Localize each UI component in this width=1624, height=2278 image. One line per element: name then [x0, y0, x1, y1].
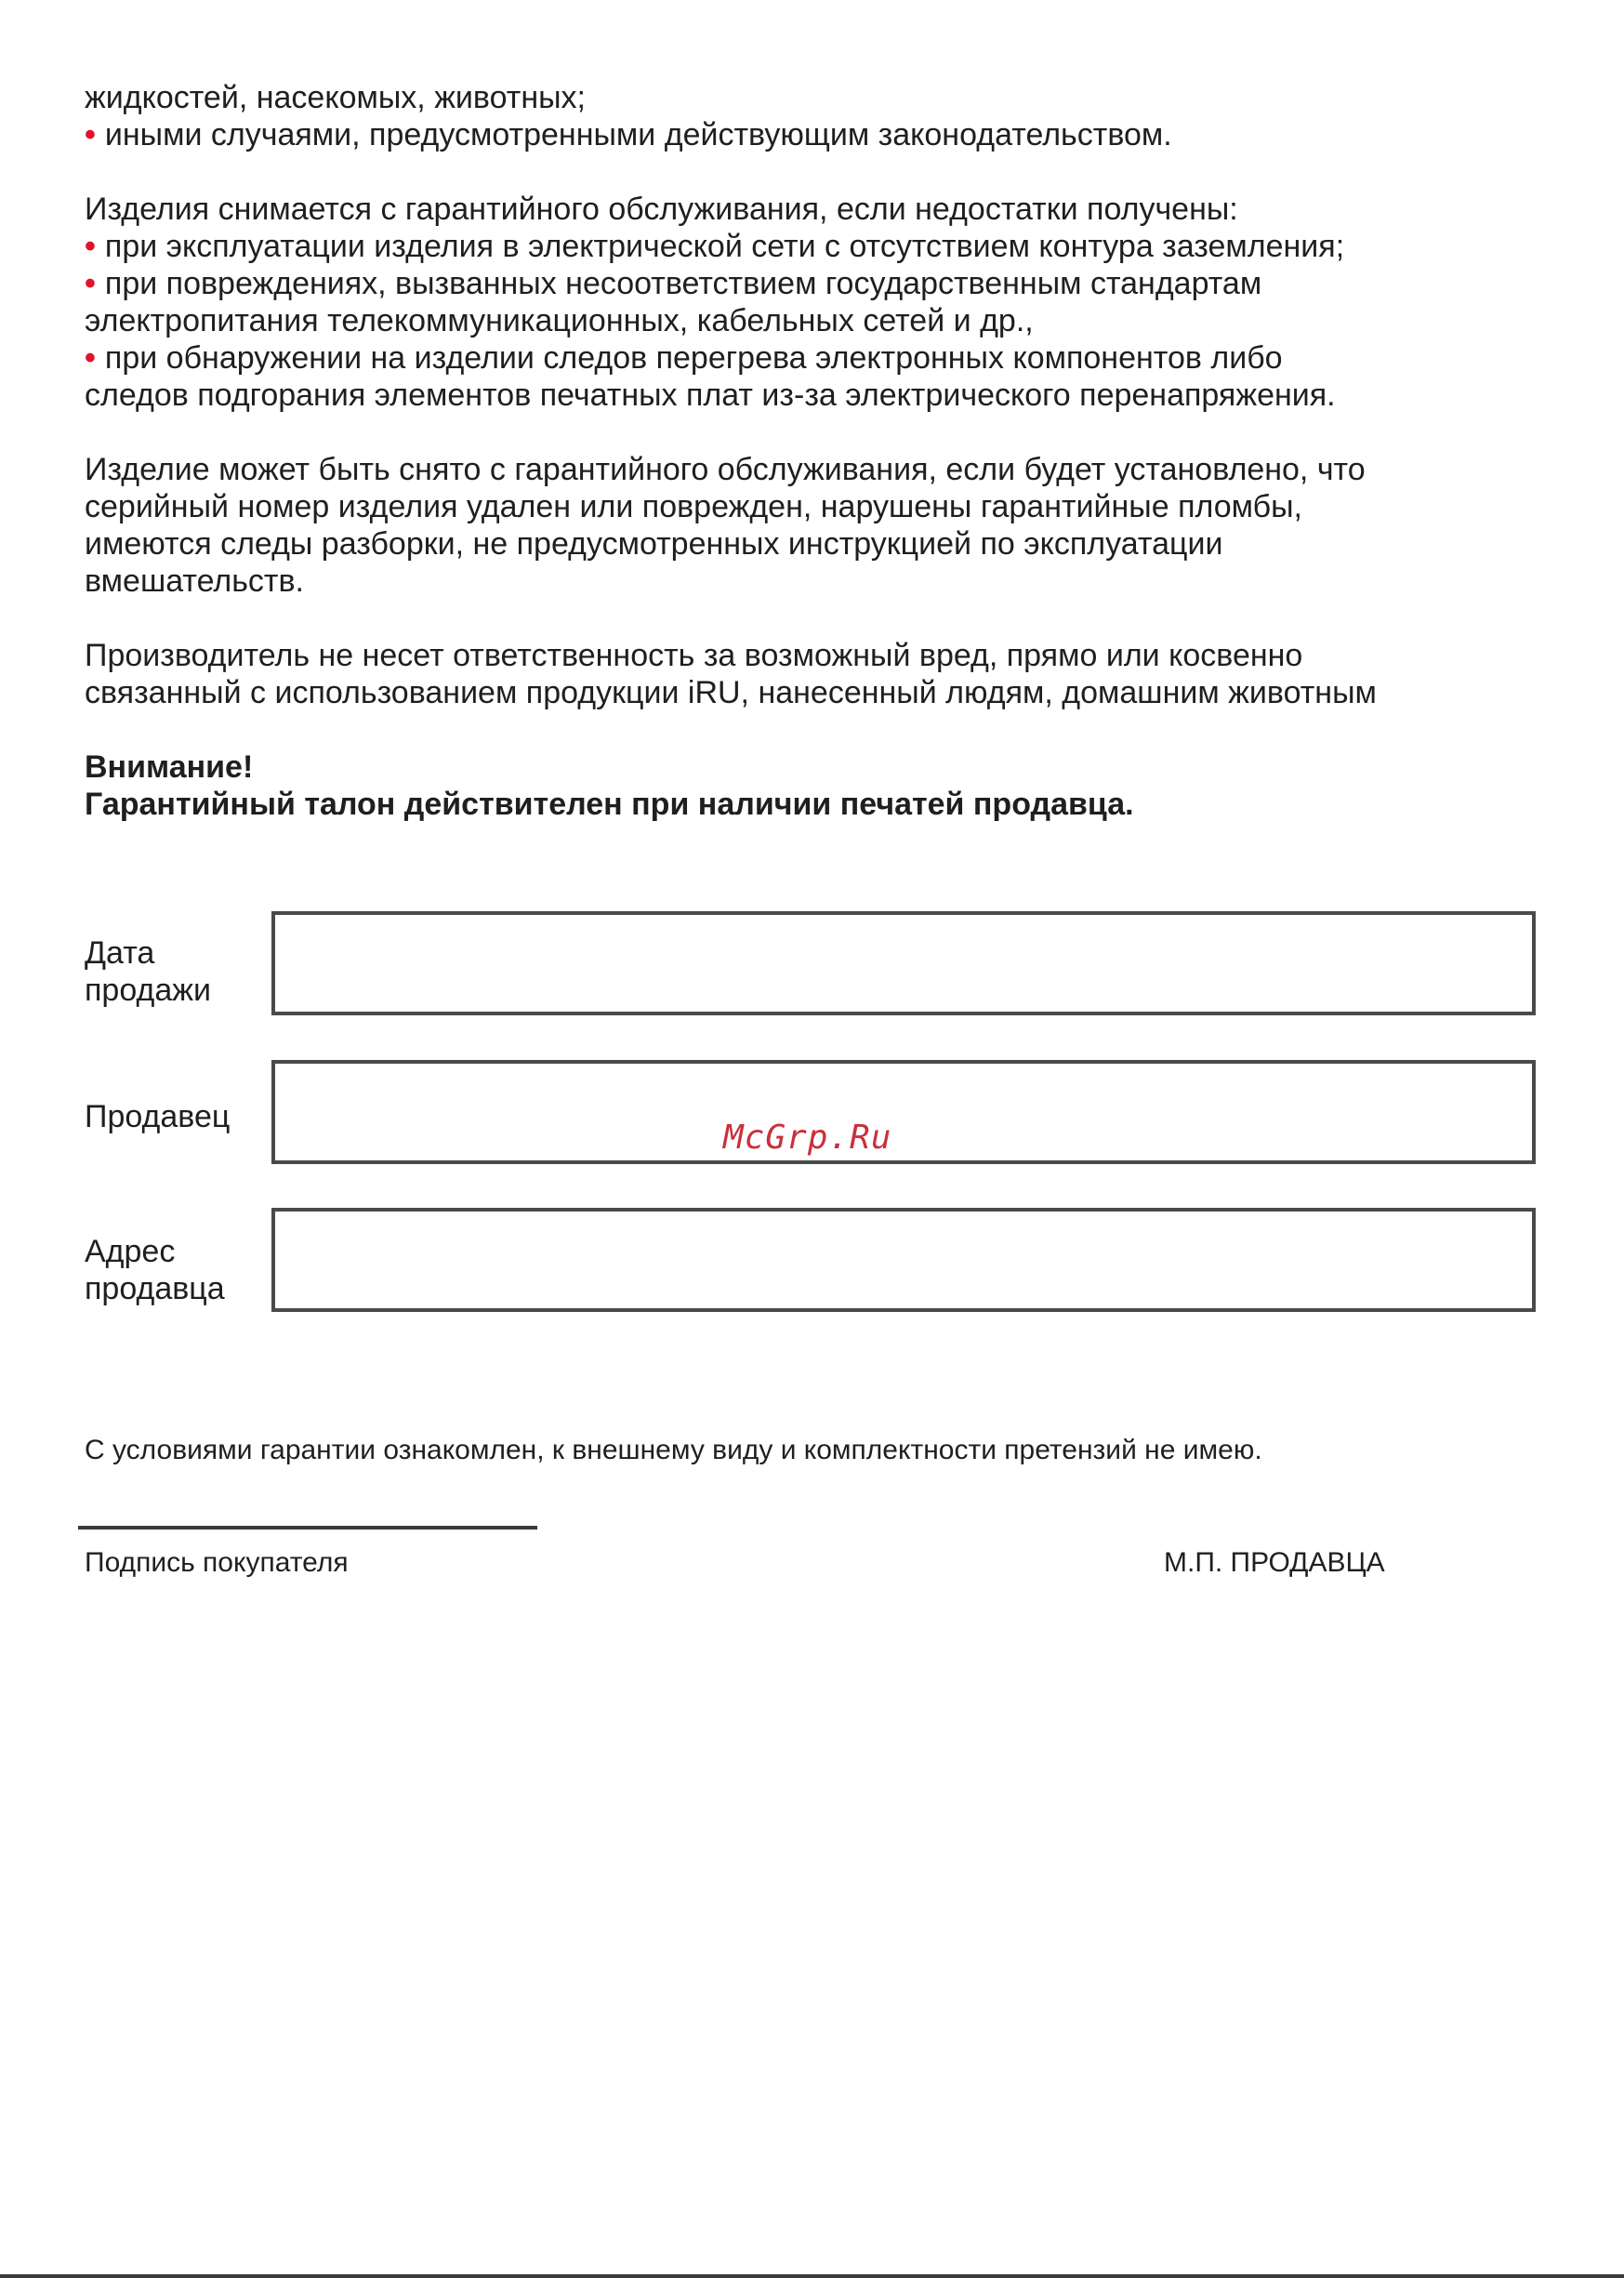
bullet-icon: •	[85, 266, 96, 301]
removal-conditions	[85, 191, 1553, 414]
text-line: вмешательств.	[85, 563, 305, 599]
sale-date-label	[85, 934, 261, 1009]
seller-label: Продавец	[85, 1099, 231, 1134]
attention-heading: Внимание!	[85, 749, 254, 785]
sale-date-label-line1: Дата	[85, 935, 155, 971]
bullet-icon: •	[85, 229, 96, 264]
text-line: Изделие может быть снято с гарантийного обслуживания, если будет установлено, что	[85, 452, 1366, 487]
list-item	[85, 265, 1553, 302]
bullet-icon: •	[85, 340, 96, 376]
text-line: связанный с использованием продукции iRU, нанесенный людям, домашним животным	[85, 675, 1377, 710]
list-item-text: при эксплуатации изделия в электрической сети с отсутствием контура заземления;	[104, 229, 1345, 264]
exclusions-continuation	[85, 79, 1553, 153]
list-item-continuation: электропитания телекоммуникационных, кабельных сетей и др.,	[85, 303, 1034, 338]
text-line: жидкостей, насекомых, животных;	[85, 80, 587, 115]
liability-paragraph	[85, 637, 1553, 711]
list-item	[85, 228, 1553, 265]
list-item-continuation: следов подгорания элементов печатных плат из-за электрического перенапряжения.	[85, 377, 1336, 413]
text-line: серийный номер изделия удален или поврежден, нарушены гарантийные пломбы,	[85, 489, 1302, 524]
seller-field[interactable]	[271, 1060, 1536, 1164]
list-item-text: при обнаружении на изделии следов перегрева электронных компонентов либо	[104, 340, 1283, 376]
seller-stamp-label: М.П. ПРОДАВЦА	[1164, 1547, 1385, 1578]
attention-block	[85, 748, 1553, 823]
seller-address-field[interactable]	[271, 1208, 1536, 1312]
seller-address-label	[85, 1233, 261, 1307]
page-bottom-divider	[0, 2274, 1624, 2278]
text-line: Производитель не несет ответственность за возможный вред, прямо или косвенно	[85, 638, 1303, 673]
signature-line	[78, 1526, 537, 1530]
agreement-text: С условиями гарантии ознакомлен, к внешнему виду и комплектности претензий не имею.	[85, 1435, 1262, 1465]
list-item	[85, 339, 1553, 377]
paragraph-intro: Изделия снимается с гарантийного обслуживания, если недостатки получены:	[85, 192, 1238, 227]
list-item-text: иными случаями, предусмотренными действующим законодательством.	[104, 117, 1172, 152]
seller-address-label-line2: продавца	[85, 1271, 225, 1306]
serial-paragraph	[85, 451, 1553, 600]
list-item	[85, 116, 1553, 153]
list-item-text: при повреждениях, вызванных несоответствием государственным стандартам	[104, 266, 1262, 301]
sale-date-label-line2: продажи	[85, 973, 211, 1008]
sale-date-field[interactable]	[271, 911, 1536, 1015]
attention-note: Гарантийный талон действителен при наличии печатей продавца.	[85, 787, 1134, 822]
text-line: имеются следы разборки, не предусмотренных инструкцией по эксплуатации	[85, 526, 1223, 562]
buyer-signature-label: Подпись покупателя	[85, 1547, 349, 1578]
watermark: McGrp.Ru	[723, 1119, 892, 1157]
bullet-icon: •	[85, 117, 96, 152]
seller-address-label-line1: Адрес	[85, 1234, 176, 1269]
